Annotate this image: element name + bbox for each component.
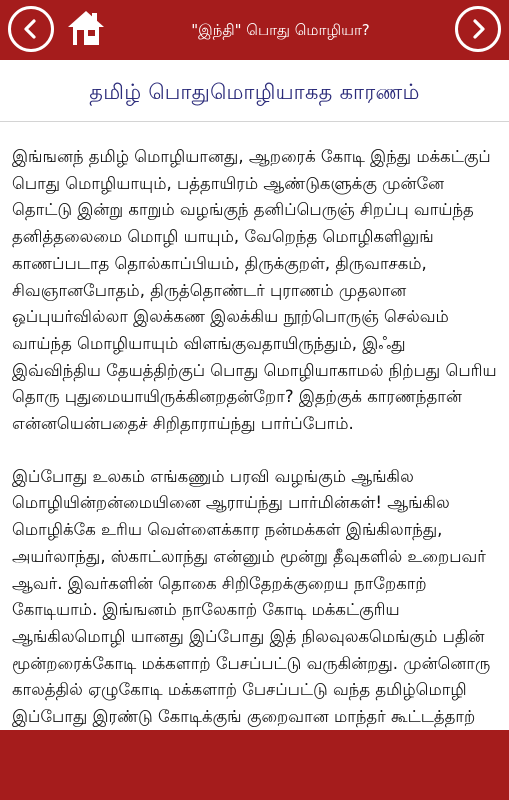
top-app-bar [0,0,509,60]
home-icon [66,8,106,48]
back-button[interactable] [8,6,54,52]
heading-divider [0,121,509,122]
chevron-right-icon [467,18,489,40]
bottom-bar [0,730,509,800]
section-heading: தமிழ் பொதுமொழியாகத காரணம் [89,80,420,104]
article-content[interactable] [0,60,509,730]
chevron-left-icon [20,18,42,40]
home-button[interactable] [64,5,108,51]
page-title: "இந்தி" பொது மொழியா? [191,21,370,39]
article-paragraph: இப்போது உலகம் எங்கணும் பரவி வழங்கும் ஆங்கில மொழியின்றன்மையினை ஆராய்ந்து பார்மின்கள்! ஆங்கில மொழிக்கே உரிய வெள்ளைக்கார நன்மக்கள் இங்கிலாந்து, அயர்லாந்து, ஸ்காட்லாந்து என்னும் மூன்று தீவுகளில் உறைபவர் ஆவர். இவர்களின் தொகை சிறிதேறக்குறைய நாறேகாற் கோடியாம். இங்ஙனம் நாலேகாற் கோடி மக்கட்குரிய ஆங்கிலமொழி யானது இப்போது இத் நிலவுலகமெங்கும் பதின் மூன்றரைக்கோடி மக்களாற் பேசப்பட்டு வருகின்றது. முன்னொரு காலத்தில் ஏழுகோடி மக்களாற் பேசப்பட்டு வந்த தமிழ்மொழி இப்போது இரண்டு கோடிக்குங் குறைவான மாந்தர் கூட்டத்தாற் [12,466,491,727]
forward-button[interactable] [455,6,501,52]
article-paragraph: இங்ஙனந் தமிழ் மொழியானது, ஆறரைக் கோடி இந்து மக்கட்குப் பொது மொழியாயும், பத்தாயிரம் ஆண்டுகளுக்கு முன்னே தொட்டு இன்று காறும் வழங்குந் தனிப்பெருஞ் சிறப்பு வாய்ந்த தனித்தலைமை மொழி யாயும், வேறெந்த மொழிகளிலுங் காணப்படாத தொல்காப்பியம், திருக்குறள், திருவாசகம், சிவஞானபோதம், திருத்தொண்டர் புராணம் முதலான ஒப்புயர்வில்லா இலக்கண இலக்கிய நூற்பொருஞ் செல்வம் வாய்ந்த மொழியாயும் விளங்குவதாயிருந்தும், இஃது இவ்விந்திய தேயத்திற்குப் பொது மொழியாகாமல் நிற்பது பெரிய தொரு புதுமையாயிருக்கினறதன்றோ? இதற்குக் காரணந்தான் என்னயென்பதைச் சிறிதாராய்ந்து பார்ப்போம். [12,147,497,434]
